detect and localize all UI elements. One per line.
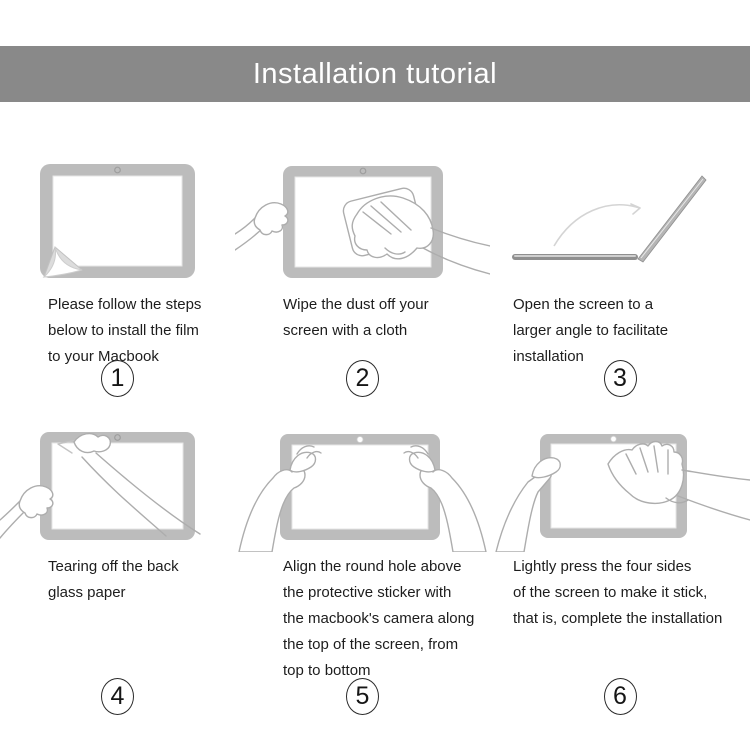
step-5 bbox=[235, 420, 490, 750]
step-6-number bbox=[490, 678, 750, 715]
laptop-open-angle-icon bbox=[490, 150, 750, 290]
step-3-number-badge: 3 bbox=[604, 360, 637, 397]
press-screen-sides-icon bbox=[490, 420, 750, 552]
step-4-illustration bbox=[0, 420, 235, 552]
step-3-text bbox=[490, 292, 750, 370]
step-4-line: glass paper bbox=[48, 584, 126, 601]
step-6 bbox=[490, 420, 750, 750]
step-3-line: Open the screen to a bbox=[513, 296, 654, 313]
step-1-line: to your Macbook bbox=[48, 348, 159, 365]
step-6-line: of the screen to make it stick, bbox=[513, 584, 708, 601]
step-3 bbox=[490, 150, 750, 420]
step-6-number-badge: 6 bbox=[604, 678, 637, 715]
step-2-illustration bbox=[235, 150, 490, 290]
step-2 bbox=[235, 150, 490, 420]
step-2-line: screen with a cloth bbox=[283, 322, 408, 339]
step-1-number bbox=[0, 360, 235, 397]
wipe-screen-cloth-icon bbox=[235, 150, 490, 290]
step-1-illustration bbox=[0, 150, 235, 290]
step-2-number bbox=[235, 360, 490, 397]
step-5-line: the protective sticker with bbox=[283, 584, 452, 601]
step-1-line: below to install the film bbox=[48, 322, 199, 339]
step-6-text bbox=[490, 554, 750, 632]
step-4-text bbox=[0, 554, 235, 606]
step-6-line: that is, complete the installation bbox=[513, 610, 723, 627]
step-1-number-badge: 1 bbox=[101, 360, 134, 397]
tear-back-paper-icon bbox=[0, 420, 235, 552]
step-4 bbox=[0, 420, 235, 750]
step-1-text bbox=[0, 292, 235, 370]
macbook-film-peel-icon bbox=[0, 150, 235, 290]
title-banner bbox=[0, 46, 750, 102]
step-5-line: the top of the screen, from bbox=[283, 636, 459, 653]
page-title: Installation tutorial bbox=[252, 57, 498, 90]
step-5-line: Align the round hole above bbox=[283, 558, 462, 575]
step-4-number-badge: 4 bbox=[101, 678, 134, 715]
step-1 bbox=[0, 150, 235, 420]
step-2-line: Wipe the dust off your bbox=[283, 296, 429, 313]
step-4-number bbox=[0, 678, 235, 715]
step-2-number-badge: 2 bbox=[346, 360, 379, 397]
step-2-text bbox=[235, 292, 490, 344]
step-1-line: Please follow the steps bbox=[48, 296, 202, 313]
step-5-line: the macbook's camera along bbox=[283, 610, 475, 627]
step-5-number-badge: 5 bbox=[346, 678, 379, 715]
step-3-illustration bbox=[490, 150, 750, 290]
step-4-line: Tearing off the back bbox=[48, 558, 179, 575]
step-3-number bbox=[490, 360, 750, 397]
step-5-line: top to bottom bbox=[283, 662, 371, 679]
step-3-line: larger angle to facilitate bbox=[513, 322, 669, 339]
step-5-illustration bbox=[235, 420, 490, 552]
step-3-line: installation bbox=[513, 348, 584, 365]
step-6-line: Lightly press the four sides bbox=[513, 558, 692, 575]
step-6-illustration bbox=[490, 420, 750, 552]
step-5-number bbox=[235, 678, 490, 715]
align-film-two-hands-icon bbox=[235, 420, 490, 552]
step-5-text bbox=[235, 554, 490, 684]
